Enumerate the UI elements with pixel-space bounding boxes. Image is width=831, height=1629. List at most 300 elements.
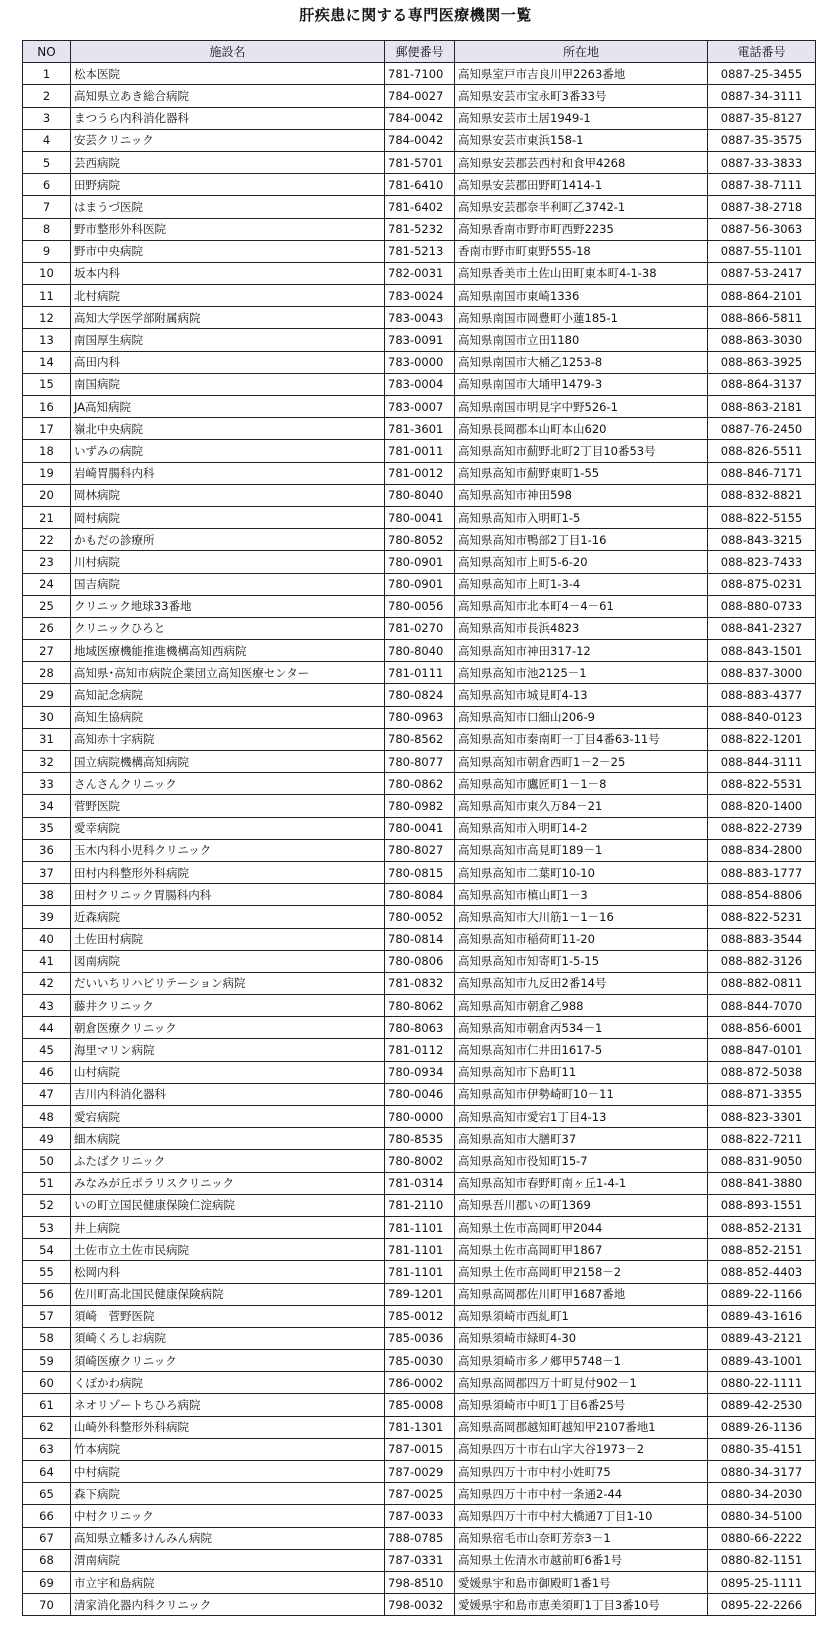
- row-number: 46: [23, 1061, 71, 1083]
- phone-number: 088-847-0101: [708, 1039, 816, 1061]
- facility-name: 愛宕病院: [71, 1106, 385, 1128]
- facility-name: 近森病院: [71, 906, 385, 928]
- postal-code: 783-0000: [385, 351, 455, 373]
- postal-code: 780-0963: [385, 706, 455, 728]
- postal-code: 781-0314: [385, 1172, 455, 1194]
- table-row: [23, 950, 816, 972]
- table-row: [23, 551, 816, 573]
- row-number: 47: [23, 1083, 71, 1105]
- table-row: [23, 85, 816, 107]
- phone-number: 088-893-1551: [708, 1194, 816, 1216]
- facility-name: 高知県･高知市病院企業団立高知医療センター: [71, 662, 385, 684]
- table-row: [23, 529, 816, 551]
- address: 高知県高知市春野町南ヶ丘1-4-1: [455, 1172, 708, 1194]
- postal-code: 780-0814: [385, 928, 455, 950]
- row-number: 57: [23, 1305, 71, 1327]
- facility-name: クリニック地球33番地: [71, 595, 385, 617]
- phone-number: 088-846-7171: [708, 462, 816, 484]
- address: 高知県土佐清水市越前町6番1号: [455, 1549, 708, 1571]
- facility-name: 中村クリニック: [71, 1505, 385, 1527]
- address: 高知県高知市高見町189－1: [455, 839, 708, 861]
- table-row: [23, 706, 816, 728]
- postal-code: 780-0862: [385, 773, 455, 795]
- phone-number: 088-840-0123: [708, 706, 816, 728]
- facility-name: 松岡内科: [71, 1261, 385, 1283]
- phone-number: 088-863-3925: [708, 351, 816, 373]
- table-row: [23, 174, 816, 196]
- address: 高知県高知市朝倉西町1－2－25: [455, 751, 708, 773]
- table-row: [23, 440, 816, 462]
- table-row: [23, 351, 816, 373]
- address: 高知県土佐市高岡町甲1867: [455, 1239, 708, 1261]
- facility-name: 北村病院: [71, 285, 385, 307]
- facility-name: 野市整形外科医院: [71, 218, 385, 240]
- row-number: 5: [23, 151, 71, 173]
- facility-name: 中村病院: [71, 1461, 385, 1483]
- row-number: 41: [23, 950, 71, 972]
- row-number: 19: [23, 462, 71, 484]
- phone-number: 088-882-3126: [708, 950, 816, 972]
- phone-number: 088-822-7211: [708, 1128, 816, 1150]
- postal-code: 788-0785: [385, 1527, 455, 1549]
- row-number: 51: [23, 1172, 71, 1194]
- facility-name: 菅野医院: [71, 795, 385, 817]
- row-number: 9: [23, 240, 71, 262]
- address: 高知県高岡郡四万十町見付902－1: [455, 1372, 708, 1394]
- postal-code: 780-8562: [385, 728, 455, 750]
- phone-number: 0895-25-1111: [708, 1571, 816, 1593]
- postal-code: 780-0041: [385, 506, 455, 528]
- postal-code: 780-0934: [385, 1061, 455, 1083]
- row-number: 44: [23, 1017, 71, 1039]
- table-header-row: [23, 41, 816, 63]
- row-number: 54: [23, 1239, 71, 1261]
- address: 高知県室戸市吉良川甲2263番地: [455, 63, 708, 85]
- row-number: 31: [23, 728, 71, 750]
- facility-name: さんさんクリニック: [71, 773, 385, 795]
- table-row: [23, 1039, 816, 1061]
- phone-number: 088-863-2181: [708, 396, 816, 418]
- address: 高知県土佐市高岡町甲2044: [455, 1216, 708, 1238]
- table-row: [23, 839, 816, 861]
- postal-code: 780-0824: [385, 684, 455, 706]
- table-row: [23, 1106, 816, 1128]
- row-number: 63: [23, 1438, 71, 1460]
- row-number: 14: [23, 351, 71, 373]
- phone-number: 088-856-6001: [708, 1017, 816, 1039]
- phone-number: 0895-22-2266: [708, 1594, 816, 1616]
- phone-number: 088-863-3030: [708, 329, 816, 351]
- phone-number: 088-864-2101: [708, 285, 816, 307]
- phone-number: 088-852-4403: [708, 1261, 816, 1283]
- phone-number: 0889-43-2121: [708, 1327, 816, 1349]
- table-row: [23, 1372, 816, 1394]
- phone-number: 088-843-1501: [708, 640, 816, 662]
- facility-name: 高知赤十字病院: [71, 728, 385, 750]
- row-number: 32: [23, 751, 71, 773]
- postal-code: 781-7100: [385, 63, 455, 85]
- facility-name: 佐川町高北国民健康保険病院: [71, 1283, 385, 1305]
- postal-code: 780-0041: [385, 817, 455, 839]
- table-row: [23, 1172, 816, 1194]
- table-row: [23, 1216, 816, 1238]
- row-number: 55: [23, 1261, 71, 1283]
- row-number: 37: [23, 861, 71, 883]
- postal-code: 781-1101: [385, 1261, 455, 1283]
- address: 高知県高知市下島町11: [455, 1061, 708, 1083]
- address: 高知県長岡郡本山町本山620: [455, 418, 708, 440]
- phone-number: 0887-35-8127: [708, 107, 816, 129]
- phone-number: 088-852-2131: [708, 1216, 816, 1238]
- phone-number: 088-883-4377: [708, 684, 816, 706]
- table-row: [23, 396, 816, 418]
- address: 高知県安芸郡田野町1414-1: [455, 174, 708, 196]
- table-row: [23, 107, 816, 129]
- postal-code: 781-0832: [385, 972, 455, 994]
- row-number: 26: [23, 617, 71, 639]
- facility-name: 井上病院: [71, 1216, 385, 1238]
- facility-name: くぼかわ病院: [71, 1372, 385, 1394]
- row-number: 43: [23, 995, 71, 1017]
- table-row: [23, 728, 816, 750]
- facility-name: 田村内科整形外科病院: [71, 861, 385, 883]
- facility-name: 坂本内科: [71, 262, 385, 284]
- address: 高知県須崎市多ノ郷甲5748－1: [455, 1350, 708, 1372]
- row-number: 17: [23, 418, 71, 440]
- phone-number: 0887-34-3111: [708, 85, 816, 107]
- postal-code: 780-8002: [385, 1150, 455, 1172]
- address: 高知県高知市口細山206-9: [455, 706, 708, 728]
- address: 高知県須崎市中町1丁目6番25号: [455, 1394, 708, 1416]
- phone-number: 088-844-7070: [708, 995, 816, 1017]
- address: 高知県南国市大桶乙1253-8: [455, 351, 708, 373]
- phone-number: 088-844-3111: [708, 751, 816, 773]
- phone-number: 0880-34-3177: [708, 1461, 816, 1483]
- table-row: [23, 640, 816, 662]
- page-title: 肝疾患に関する専門医療機関一覧: [299, 6, 532, 24]
- row-number: 39: [23, 906, 71, 928]
- address: 高知県高知市入明町14-2: [455, 817, 708, 839]
- facility-name: みなみが丘ポラリスクリニック: [71, 1172, 385, 1194]
- row-number: 64: [23, 1461, 71, 1483]
- medical-institution-table: [22, 40, 816, 1616]
- address: 高知県四万十市中村小姓町75: [455, 1461, 708, 1483]
- postal-code: 783-0024: [385, 285, 455, 307]
- row-number: 59: [23, 1350, 71, 1372]
- facility-name: 土佐田村病院: [71, 928, 385, 950]
- phone-number: 088-822-5155: [708, 506, 816, 528]
- address: 高知県吾川郡いの町1369: [455, 1194, 708, 1216]
- postal-code: 784-0042: [385, 129, 455, 151]
- table-row: [23, 1394, 816, 1416]
- address: 高知県四万十市右山字大谷1973－2: [455, 1438, 708, 1460]
- row-number: 48: [23, 1106, 71, 1128]
- table-row: [23, 218, 816, 240]
- address: 高知県南国市明見字中野526-1: [455, 396, 708, 418]
- address: 高知県南国市立田1180: [455, 329, 708, 351]
- table-row: [23, 484, 816, 506]
- table-row: [23, 1017, 816, 1039]
- postal-code: 780-0815: [385, 861, 455, 883]
- postal-code: 787-0025: [385, 1483, 455, 1505]
- postal-code: 781-1301: [385, 1416, 455, 1438]
- facility-name: JA高知病院: [71, 396, 385, 418]
- row-number: 53: [23, 1216, 71, 1238]
- postal-code: 785-0030: [385, 1350, 455, 1372]
- table-row: [23, 573, 816, 595]
- postal-code: 781-0270: [385, 617, 455, 639]
- postal-code: 780-0806: [385, 950, 455, 972]
- phone-number: 088-841-2327: [708, 617, 816, 639]
- row-number: 24: [23, 573, 71, 595]
- phone-number: 088-834-2800: [708, 839, 816, 861]
- phone-number: 0889-42-2530: [708, 1394, 816, 1416]
- table-row: [23, 1571, 816, 1593]
- postal-code: 784-0042: [385, 107, 455, 129]
- phone-number: 0889-43-1001: [708, 1350, 816, 1372]
- row-number: 7: [23, 196, 71, 218]
- address: 高知県高知市朝倉丙534－1: [455, 1017, 708, 1039]
- phone-number: 0880-34-5100: [708, 1505, 816, 1527]
- table-row: [23, 595, 816, 617]
- phone-number: 0887-35-3575: [708, 129, 816, 151]
- table-row: [23, 773, 816, 795]
- row-number: 20: [23, 484, 71, 506]
- row-number: 38: [23, 884, 71, 906]
- phone-number: 0887-53-2417: [708, 262, 816, 284]
- facility-name: クリニックひろと: [71, 617, 385, 639]
- phone-number: 088-822-2739: [708, 817, 816, 839]
- phone-number: 0880-34-2030: [708, 1483, 816, 1505]
- postal-code: 785-0036: [385, 1327, 455, 1349]
- row-number: 29: [23, 684, 71, 706]
- phone-number: 0880-22-1111: [708, 1372, 816, 1394]
- address: 高知県高知市上町5-6-20: [455, 551, 708, 573]
- facility-name: いの町立国民健康保険仁淀病院: [71, 1194, 385, 1216]
- phone-number: 088-883-1777: [708, 861, 816, 883]
- phone-number: 0887-38-7111: [708, 174, 816, 196]
- phone-number: 0880-82-1151: [708, 1549, 816, 1571]
- postal-code: 781-3601: [385, 418, 455, 440]
- address: 高知県高知市知寄町1-5-15: [455, 950, 708, 972]
- phone-number: 088-822-1201: [708, 728, 816, 750]
- postal-code: 784-0027: [385, 85, 455, 107]
- postal-code: 780-8040: [385, 484, 455, 506]
- row-number: 21: [23, 506, 71, 528]
- address: 高知県土佐市高岡町甲2158－2: [455, 1261, 708, 1283]
- facility-name: 川村病院: [71, 551, 385, 573]
- table-row: [23, 906, 816, 928]
- table-row: [23, 1128, 816, 1150]
- postal-code: 785-0012: [385, 1305, 455, 1327]
- table-row: [23, 262, 816, 284]
- facility-name: ふたばクリニック: [71, 1150, 385, 1172]
- facility-name: 野市中央病院: [71, 240, 385, 262]
- row-number: 33: [23, 773, 71, 795]
- address: 高知県安芸郡奈半利町乙3742-1: [455, 196, 708, 218]
- facility-name: 田村クリニック胃腸科内科: [71, 884, 385, 906]
- address: 高知県高岡郡佐川町甲1687番地: [455, 1283, 708, 1305]
- facility-name: 岡村病院: [71, 506, 385, 528]
- postal-code: 781-6410: [385, 174, 455, 196]
- table-row: [23, 1283, 816, 1305]
- table-row: [23, 285, 816, 307]
- postal-code: 787-0029: [385, 1461, 455, 1483]
- address: 高知県安芸郡芸西村和食甲4268: [455, 151, 708, 173]
- row-number: 58: [23, 1327, 71, 1349]
- address: 高知県安芸市東浜158-1: [455, 129, 708, 151]
- facility-name: 森下病院: [71, 1483, 385, 1505]
- address: 高知県高知市北本町4－4－61: [455, 595, 708, 617]
- facility-name: だいいちリハビリテーション病院: [71, 972, 385, 994]
- row-number: 45: [23, 1039, 71, 1061]
- address: 高知県高知市稲荷町11-20: [455, 928, 708, 950]
- row-number: 8: [23, 218, 71, 240]
- phone-number: 0889-26-1136: [708, 1416, 816, 1438]
- row-number: 49: [23, 1128, 71, 1150]
- facility-name: 細木病院: [71, 1128, 385, 1150]
- row-number: 15: [23, 373, 71, 395]
- table-row: [23, 1061, 816, 1083]
- postal-code: 780-8084: [385, 884, 455, 906]
- row-number: 50: [23, 1150, 71, 1172]
- postal-code: 780-8062: [385, 995, 455, 1017]
- facility-name: 南国病院: [71, 373, 385, 395]
- row-number: 66: [23, 1505, 71, 1527]
- phone-number: 088-866-5811: [708, 307, 816, 329]
- postal-code: 780-8063: [385, 1017, 455, 1039]
- row-number: 62: [23, 1416, 71, 1438]
- table-row: [23, 1327, 816, 1349]
- phone-number: 088-864-3137: [708, 373, 816, 395]
- header-postal-code: 郵便番号: [385, 41, 455, 63]
- facility-name: 吉川内科消化器科: [71, 1083, 385, 1105]
- address: 高知県安芸市宝永町3番33号: [455, 85, 708, 107]
- postal-code: 798-8510: [385, 1571, 455, 1593]
- row-number: 28: [23, 662, 71, 684]
- phone-number: 0889-43-1616: [708, 1305, 816, 1327]
- facility-name: 渭南病院: [71, 1549, 385, 1571]
- row-number: 4: [23, 129, 71, 151]
- table-row: [23, 307, 816, 329]
- table-row: [23, 462, 816, 484]
- postal-code: 781-5232: [385, 218, 455, 240]
- facility-name: 高知県立幡多けんみん病院: [71, 1527, 385, 1549]
- address: 高知県高知市仁井田1617-5: [455, 1039, 708, 1061]
- postal-code: 780-8040: [385, 640, 455, 662]
- table-row: [23, 995, 816, 1017]
- address: 高知県高知市鷹匠町1－1－8: [455, 773, 708, 795]
- facility-name: 愛幸病院: [71, 817, 385, 839]
- facility-name: 松本医院: [71, 63, 385, 85]
- table-row: [23, 884, 816, 906]
- phone-number: 088-852-2151: [708, 1239, 816, 1261]
- table-row: [23, 1305, 816, 1327]
- phone-number: 088-841-3880: [708, 1172, 816, 1194]
- table-row: [23, 196, 816, 218]
- address: 高知県高岡郡越知町越知甲2107番地1: [455, 1416, 708, 1438]
- row-number: 67: [23, 1527, 71, 1549]
- address: 愛媛県宇和島市御殿町1番1号: [455, 1571, 708, 1593]
- phone-number: 0887-38-2718: [708, 196, 816, 218]
- row-number: 61: [23, 1394, 71, 1416]
- postal-code: 780-0000: [385, 1106, 455, 1128]
- address: 高知県高知市薊野東町1-55: [455, 462, 708, 484]
- phone-number: 0887-56-3063: [708, 218, 816, 240]
- table-row: [23, 1239, 816, 1261]
- table-row: [23, 1438, 816, 1460]
- address: 高知県須崎市緑町4-30: [455, 1327, 708, 1349]
- facility-name: 市立宇和島病院: [71, 1571, 385, 1593]
- facility-name: 高田内科: [71, 351, 385, 373]
- row-number: 42: [23, 972, 71, 994]
- postal-code: 787-0331: [385, 1549, 455, 1571]
- address: 高知県四万十市中村大橋通7丁目1-10: [455, 1505, 708, 1527]
- address: 高知県安芸市土居1949-1: [455, 107, 708, 129]
- facility-name: 嶺北中央病院: [71, 418, 385, 440]
- postal-code: 783-0007: [385, 396, 455, 418]
- phone-number: 088-823-7433: [708, 551, 816, 573]
- address: 高知県高知市役知町15-7: [455, 1150, 708, 1172]
- phone-number: 088-820-1400: [708, 795, 816, 817]
- table-row: [23, 1350, 816, 1372]
- postal-code: 789-1201: [385, 1283, 455, 1305]
- header-facility-name: 施設名: [71, 41, 385, 63]
- postal-code: 781-6402: [385, 196, 455, 218]
- table-row: [23, 1261, 816, 1283]
- phone-number: 0887-55-1101: [708, 240, 816, 262]
- phone-number: 088-854-8806: [708, 884, 816, 906]
- row-number: 3: [23, 107, 71, 129]
- address: 高知県高知市上町1-3-4: [455, 573, 708, 595]
- facility-name: 須崎 菅野医院: [71, 1305, 385, 1327]
- phone-number: 088-831-9050: [708, 1150, 816, 1172]
- phone-number: 088-822-5531: [708, 773, 816, 795]
- postal-code: 783-0091: [385, 329, 455, 351]
- address: 高知県高知市鴨部2丁目1-16: [455, 529, 708, 551]
- row-number: 35: [23, 817, 71, 839]
- phone-number: 088-832-8821: [708, 484, 816, 506]
- address: 高知県高知市神田317-12: [455, 640, 708, 662]
- table-row: [23, 151, 816, 173]
- table-body: [23, 63, 816, 1616]
- address: 高知県南国市大埇甲1479-3: [455, 373, 708, 395]
- facility-name: 国吉病院: [71, 573, 385, 595]
- row-number: 34: [23, 795, 71, 817]
- postal-code: 781-5213: [385, 240, 455, 262]
- row-number: 52: [23, 1194, 71, 1216]
- row-number: 2: [23, 85, 71, 107]
- table-row: [23, 861, 816, 883]
- facility-name: 図南病院: [71, 950, 385, 972]
- postal-code: 781-5701: [385, 151, 455, 173]
- phone-number: 0880-66-2222: [708, 1527, 816, 1549]
- address: 高知県須崎市西糺町1: [455, 1305, 708, 1327]
- table-row: [23, 751, 816, 773]
- phone-number: 088-880-0733: [708, 595, 816, 617]
- facility-name: 岩崎胃腸科内科: [71, 462, 385, 484]
- facility-name: 安芸クリニック: [71, 129, 385, 151]
- facility-name: 国立病院機構高知病院: [71, 751, 385, 773]
- phone-number: 088-822-5231: [708, 906, 816, 928]
- postal-code: 781-0012: [385, 462, 455, 484]
- row-number: 25: [23, 595, 71, 617]
- row-number: 56: [23, 1283, 71, 1305]
- postal-code: 780-0982: [385, 795, 455, 817]
- postal-code: 783-0004: [385, 373, 455, 395]
- table-row: [23, 1505, 816, 1527]
- row-number: 12: [23, 307, 71, 329]
